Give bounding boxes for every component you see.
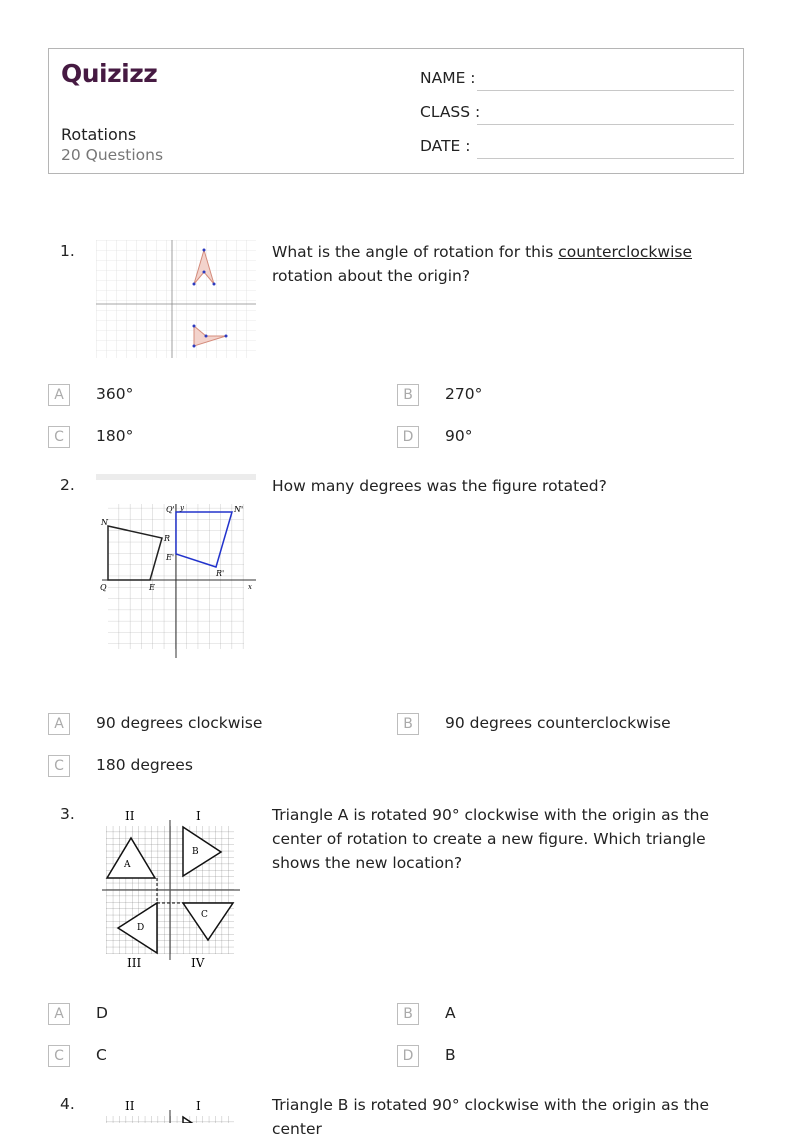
- question-2-graph: [96, 474, 256, 664]
- worksheet-topic: Rotations: [61, 125, 137, 144]
- class-label: CLASS :: [420, 103, 481, 121]
- date-label: DATE :: [420, 137, 471, 155]
- q3-option-b-text[interactable]: A: [445, 1004, 456, 1022]
- label-n: N: [101, 518, 108, 527]
- question-4-graph: [100, 1096, 245, 1123]
- question-4-text: Triangle B is rotated 90° clockwise with the origin as the center: [272, 1096, 710, 1138]
- question-2-text: How many degrees was the figure rotated?: [272, 477, 607, 495]
- label-c: C: [201, 910, 208, 920]
- quadrant-ii-label: II: [125, 1099, 135, 1113]
- grid: [96, 240, 256, 358]
- q2-option-a-letter[interactable]: A: [48, 713, 70, 735]
- q3-option-d-letter[interactable]: D: [397, 1045, 419, 1067]
- question-1-graph: [96, 240, 256, 358]
- q2-option-b-text[interactable]: 90 degrees counterclockwise: [445, 714, 671, 732]
- q2-option-b-letter[interactable]: B: [397, 713, 419, 735]
- label-q-prime: Q': [166, 505, 175, 514]
- label-e-prime: E': [166, 553, 175, 562]
- q3-option-b-letter[interactable]: B: [397, 1003, 419, 1025]
- name-field[interactable]: [420, 69, 734, 91]
- q1-option-c-text[interactable]: 180°: [96, 427, 134, 445]
- quizizz-logo: Quizizz: [61, 59, 158, 88]
- q1-option-a-letter[interactable]: A: [48, 384, 70, 406]
- worksheet-header: [48, 48, 744, 174]
- q1-option-b-letter[interactable]: B: [397, 384, 419, 406]
- q1-option-d-letter[interactable]: D: [397, 426, 419, 448]
- question-4-number: 4.: [60, 1095, 75, 1113]
- label-r: R: [164, 534, 171, 543]
- date-field[interactable]: [420, 137, 734, 159]
- q2-option-c-text[interactable]: 180 degrees: [96, 756, 193, 774]
- label-e: E: [149, 583, 155, 592]
- question-count: 20 Questions: [61, 146, 164, 164]
- q1-option-c-letter[interactable]: C: [48, 426, 70, 448]
- question-1-number: 1.: [60, 242, 75, 260]
- name-label: NAME :: [420, 69, 476, 87]
- question-1-text: What is the angle of rotation for this counterclockwise rotation about the origin?: [272, 243, 692, 285]
- class-line[interactable]: [477, 124, 734, 125]
- q3-option-d-text[interactable]: B: [445, 1046, 456, 1064]
- label-r-prime: R': [216, 569, 225, 578]
- q1-option-a-text[interactable]: 360°: [96, 385, 134, 403]
- date-line[interactable]: [477, 158, 734, 159]
- class-field[interactable]: [420, 103, 734, 125]
- q3-option-c-text[interactable]: C: [96, 1046, 107, 1064]
- q3-option-c-letter[interactable]: C: [48, 1045, 70, 1067]
- quadrant-iv-label: IV: [191, 956, 205, 970]
- label-q: Q: [100, 583, 107, 592]
- q2-option-a-text[interactable]: 90 degrees clockwise: [96, 714, 263, 732]
- question-3-number: 3.: [60, 805, 75, 823]
- label-d: D: [137, 923, 145, 933]
- q3-option-a-text[interactable]: D: [96, 1004, 108, 1022]
- q3-option-a-letter[interactable]: A: [48, 1003, 70, 1025]
- underlined-word: counterclockwise: [558, 243, 692, 261]
- question-3-graph: [100, 806, 245, 972]
- label-a: A: [124, 860, 131, 870]
- screenshot-bar: [96, 474, 256, 480]
- quadrant-i-label: I: [196, 809, 201, 823]
- question-2-number: 2.: [60, 476, 75, 494]
- label-b: B: [192, 847, 199, 857]
- quadrant-ii-label: II: [125, 809, 135, 823]
- label-n-prime: N': [234, 505, 244, 514]
- q2-option-c-letter[interactable]: C: [48, 755, 70, 777]
- q1-option-b-text[interactable]: 270°: [445, 385, 483, 403]
- question-3-text: Triangle A is rotated 90° clockwise with the origin as the center of rotation to create a new figure. Which triangle shows the new location?: [272, 806, 710, 872]
- quadrant-iii-label: III: [127, 956, 142, 970]
- label-y: y: [180, 504, 184, 512]
- label-x: x: [248, 583, 252, 591]
- quadrant-i-label: I: [196, 1099, 201, 1113]
- q1-option-d-text[interactable]: 90°: [445, 427, 473, 445]
- name-line[interactable]: [477, 90, 734, 91]
